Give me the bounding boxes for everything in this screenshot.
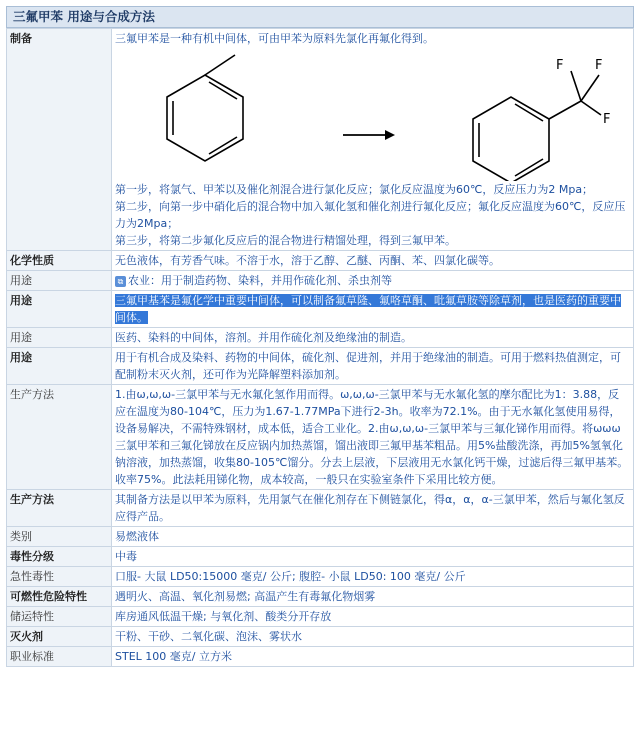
- table-row: [7, 251, 634, 271]
- page-title: 三氟甲苯 用途与合成方法: [6, 6, 634, 28]
- row-label-use-1: 用途: [7, 271, 112, 291]
- table-row: [7, 385, 634, 490]
- table-row: [7, 291, 634, 328]
- row-value-storage: 库房通风低温干燥; 与氧化剂、酸类分开存放: [112, 607, 634, 627]
- prep-intro: 三氟甲苯是一种有机中间体，可由甲苯为原料先氯化再氟化得到。: [115, 32, 434, 45]
- reaction-scheme: [115, 47, 630, 181]
- row-value-use-4: 用于有机合成及染料、药物的中间体，硫化剂、促进剂，并用于绝缘油的制造。可用于燃料热值测定，可配制粉末灭火剂，还可作为光降解塑料添加剂。: [112, 348, 634, 385]
- prep-step-2: 第二步，向第一步中硝化后的混合物中加入氟化氢和催化剂进行氟化反应；氟化反应温度为60℃，反应压力为2Mpa；: [115, 200, 626, 230]
- row-label-chem-props: 化学性质: [7, 251, 112, 271]
- row-label-storage: 储运特性: [7, 607, 112, 627]
- row-value-acute: 口服- 大鼠 LD50:15000 毫克/ 公斤; 腹腔- 小鼠 LD50: 100 毫克/ 公斤: [112, 567, 634, 587]
- page-container: [6, 6, 634, 667]
- row-label-prod-2: 生产方法: [7, 490, 112, 527]
- row-label-category: 类别: [7, 527, 112, 547]
- row-label-prod-1: 生产方法: [7, 385, 112, 490]
- use-1-text: 农业：用于制造药物、染料，并用作硫化剂、杀虫剂等: [128, 274, 392, 287]
- info-table: [6, 28, 634, 667]
- table-row: [7, 348, 634, 385]
- table-row: [7, 647, 634, 667]
- row-value-use-2[interactable]: [112, 291, 634, 328]
- row-value-toxicity: 中毒: [112, 547, 634, 567]
- selected-text[interactable]: 三氟甲基苯是氟化学中重要中间体，可以制备氟草隆、氟咯草酮、吡氟草胺等除草剂，也是医药的重要中间体。: [115, 294, 621, 324]
- row-value-prod-2: 其制备方法是以甲苯为原料，先用氯气在催化剂存在下侧链氯化，得α，α，α-三氯甲苯，然后与氟化氢反应得产品。: [112, 490, 634, 527]
- table-row: [7, 547, 634, 567]
- row-label-acute: 急性毒性: [7, 567, 112, 587]
- prep-step-3: 第三步，将第二步氟化反应后的混合物进行精馏处理，得到三氟甲苯。: [115, 234, 456, 247]
- table-row: [7, 490, 634, 527]
- row-value-chem-props: 无色液体，有芳香气味。不溶于水，溶于乙醇、乙醚、丙酮、苯、四氯化碳等。: [112, 251, 634, 271]
- reaction-svg: [115, 47, 635, 181]
- row-value-use-1: [112, 271, 634, 291]
- row-value-use-3: 医药、染料的中间体，溶剂。并用作硫化剂及绝缘油的制造。: [112, 328, 634, 348]
- row-value-prod-1: 1.由ω,ω,ω-三氯甲苯与无水氟化氢作用而得。ω,ω,ω-三氯甲苯与无水氟化氢的摩尔配比为1：3.88，反应在温度为80-104℃，压力为1.67-1.77MPa下进行2-3h。收率为72.1%。由于无水氟化氢使用易得，设备易解决，不需特殊钢材，成本低，适合工业化。2.由ω,ω,ω-三氯甲苯与三氟化锑作用而得。将ωωω三氯甲苯和三氟化锑放在反应锅内加热蒸馏，馏出液即三氟甲基苯粗品。用5%盐酸洗涤，再加5%氢氧化钠溶液，加热蒸馏，收集80-105℃馏分。分去上层液，下层液用无水氯化钙干燥，过滤后得三氟甲基苯。收率75%。此法耗用锑化物，成本较高，一般只在实验室条件下采用比较方便。: [112, 385, 634, 490]
- table-row: [7, 567, 634, 587]
- table-row: [7, 627, 634, 647]
- row-label-use-3: 用途: [7, 328, 112, 348]
- row-value-occupational: STEL 100 毫克/ 立方米: [112, 647, 634, 667]
- row-value-flammability: 遇明火、高温、氧化剂易燃; 高温产生有毒氟化物烟雾: [112, 587, 634, 607]
- toluene-structure-icon: [167, 55, 243, 161]
- row-value-prep: [112, 29, 634, 251]
- table-row: [7, 328, 634, 348]
- reaction-arrow-icon: [343, 130, 395, 140]
- table-row: [7, 29, 634, 251]
- copy-icon[interactable]: ⧉: [115, 276, 126, 287]
- row-label-use-2: 用途: [7, 291, 112, 328]
- prep-step-1: 第一步，将氯气、甲苯以及催化剂混合进行氯化反应；氯化反应温度为60℃，反应压力为2 Mpa；: [115, 183, 594, 196]
- fluorine-label-3: F: [603, 112, 611, 127]
- row-label-flammability: 可燃性危险特性: [7, 587, 112, 607]
- row-value-category: 易燃液体: [112, 527, 634, 547]
- table-row: [7, 527, 634, 547]
- row-label-use-4: 用途: [7, 348, 112, 385]
- table-row: [7, 271, 634, 291]
- row-label-occupational: 职业标准: [7, 647, 112, 667]
- table-row: [7, 607, 634, 627]
- trifluorotoluene-structure-icon: [473, 71, 601, 181]
- table-row: [7, 587, 634, 607]
- row-label-toxicity: 毒性分级: [7, 547, 112, 567]
- row-label-prep: 制备: [7, 29, 112, 251]
- row-value-extinguisher: 干粉、干砂、二氧化碳、泡沫、雾状水: [112, 627, 634, 647]
- fluorine-label-1: F: [556, 58, 564, 73]
- fluorine-label-2: F: [595, 58, 603, 73]
- row-label-extinguisher: 灭火剂: [7, 627, 112, 647]
